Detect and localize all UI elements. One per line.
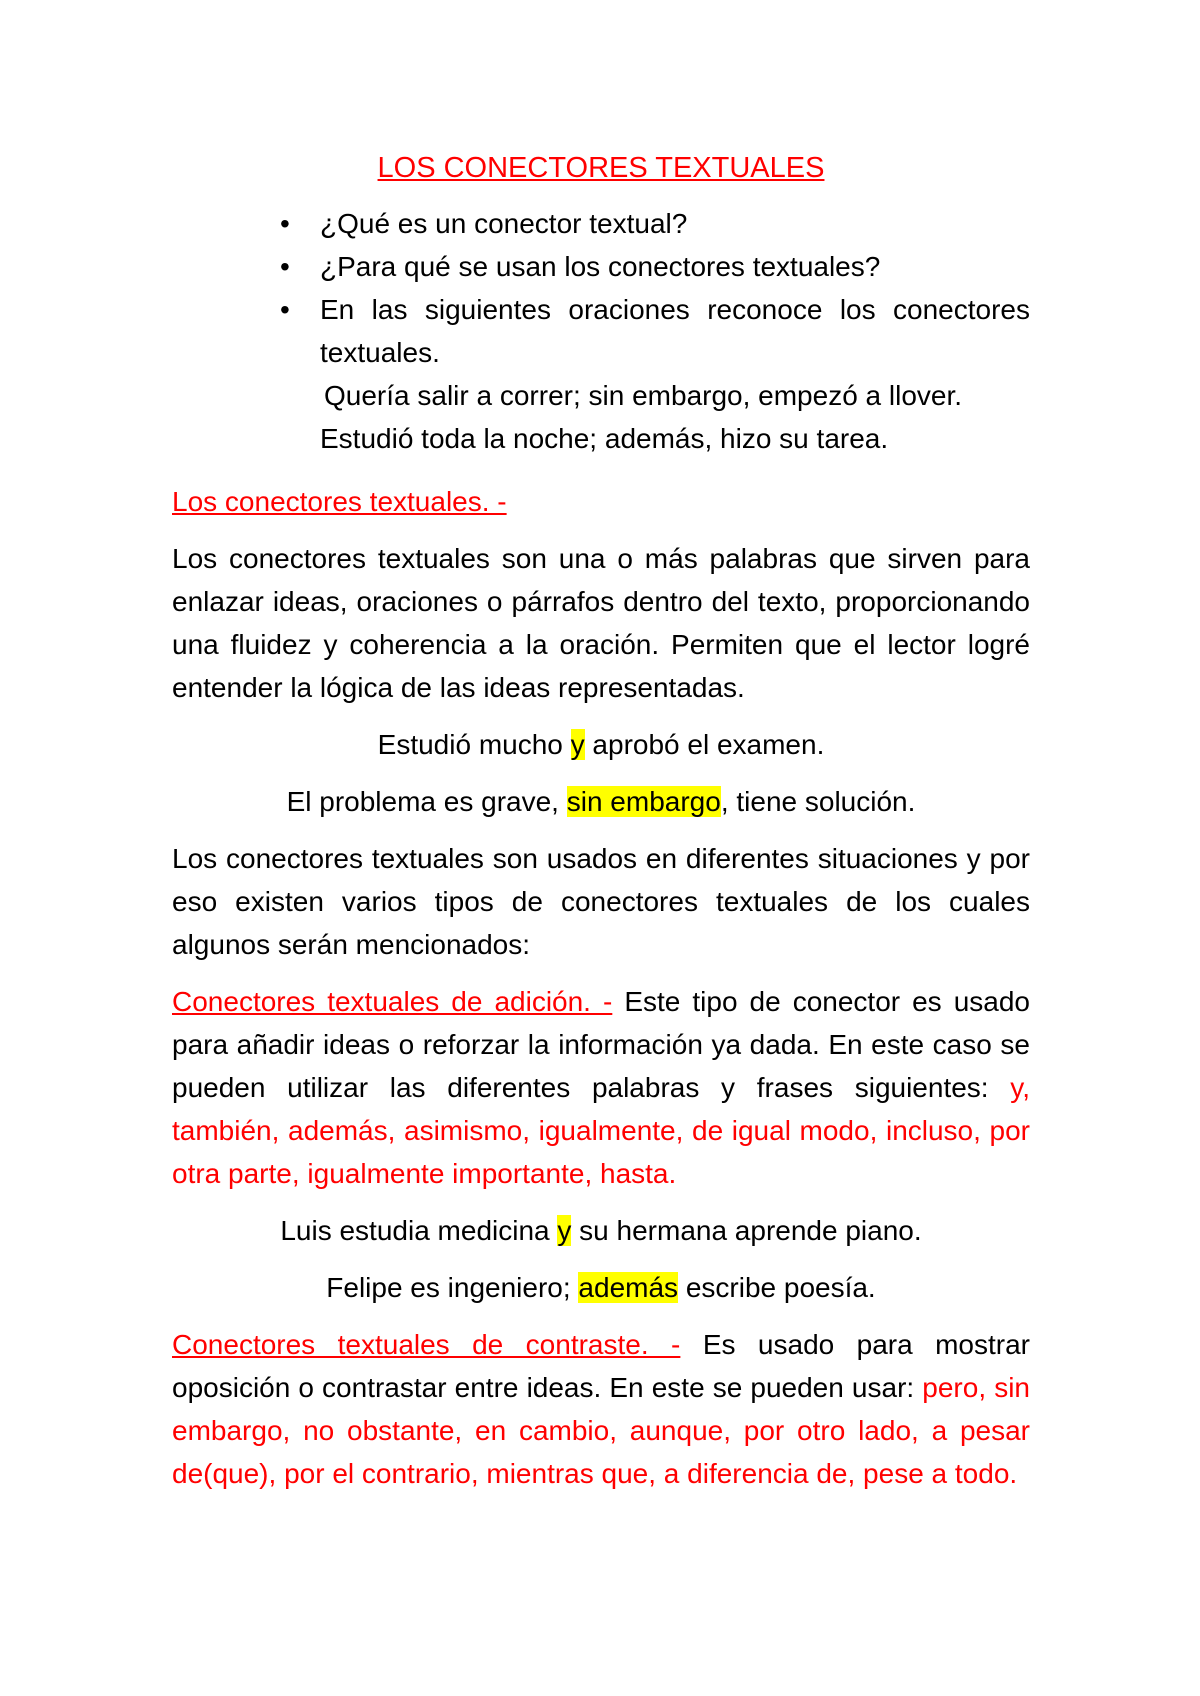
highlighted-connector: y	[557, 1215, 572, 1246]
example-sentence	[172, 1209, 1030, 1252]
contrast-paragraph	[172, 1323, 1030, 1495]
definition-section	[172, 480, 1030, 523]
document-page	[172, 148, 1030, 1495]
highlighted-connector: además	[578, 1272, 679, 1303]
example-text-before: Felipe es ingeniero;	[326, 1272, 579, 1303]
example-text-before: Estudió mucho	[377, 729, 571, 760]
example-sentence	[172, 780, 1030, 823]
question-item: • En las siguientes oraciones reconoce los conectores textuales.	[320, 288, 1030, 374]
example-sentence	[172, 723, 1030, 766]
question-list	[172, 202, 1030, 374]
example-text-after: escribe poesía.	[678, 1272, 876, 1303]
addition-heading: Conectores textuales de adición. -	[172, 986, 613, 1017]
contrast-heading: Conectores textuales de contraste. -	[172, 1329, 681, 1360]
addition-paragraph	[172, 980, 1030, 1195]
question-item: • ¿Qué es un conector textual?	[320, 202, 1030, 245]
example-text-before: El problema es grave,	[286, 786, 567, 817]
document-title: LOS CONECTORES TEXTUALES	[377, 152, 825, 184]
contrast-text: Es usado para mostrar oposición o contrastar entre ideas. En este se pueden usar:	[172, 1329, 1030, 1403]
highlighted-connector: sin embargo	[566, 786, 721, 817]
highlighted-connector: y	[570, 729, 585, 760]
contrast-word-list: pero, sin embargo, no obstante, en cambio, aunque, por otro lado, a pesar de(que), por el contrario, mientras que, a diferencia de, pese a todo.	[172, 1372, 1030, 1489]
definition-heading: Los conectores textuales. -	[172, 486, 507, 517]
example-text-before: Luis estudia medicina	[280, 1215, 558, 1246]
addition-word-list: y, también, además, asimismo, igualmente, de igual modo, incluso, por otra parte, igualmente importante, hasta.	[172, 1072, 1030, 1189]
example-text-after: su hermana aprende piano.	[571, 1215, 922, 1246]
question-item: • ¿Para qué se usan los conectores textuales?	[320, 245, 1030, 288]
example-text-after: , tiene solución.	[720, 786, 916, 817]
exercise-sentence: Estudió toda la noche; además, hizo su tarea.	[320, 423, 889, 454]
types-intro-paragraph: Los conectores textuales son usados en diferentes situaciones y por eso existen varios tipos de conectores textuales de los cuales algunos serán mencionados:	[172, 843, 1030, 960]
example-text-after: aprobó el examen.	[584, 729, 825, 760]
exercise-sentence: Quería salir a correr; sin embargo, empezó a llover.	[324, 380, 963, 411]
definition-paragraph: Los conectores textuales son una o más palabras que sirven para enlazar ideas, oraciones o párrafos dentro del texto, proporcionando una fluidez y coherencia a la oración. Permiten que el lector logré entender la lógica de las ideas representadas.	[172, 543, 1030, 703]
addition-text: Este tipo de conector es usado para añadir ideas o reforzar la información ya dada. En este caso se pueden utilizar las diferentes palabras y frases siguientes:	[172, 986, 1030, 1103]
example-sentence	[172, 1266, 1030, 1309]
